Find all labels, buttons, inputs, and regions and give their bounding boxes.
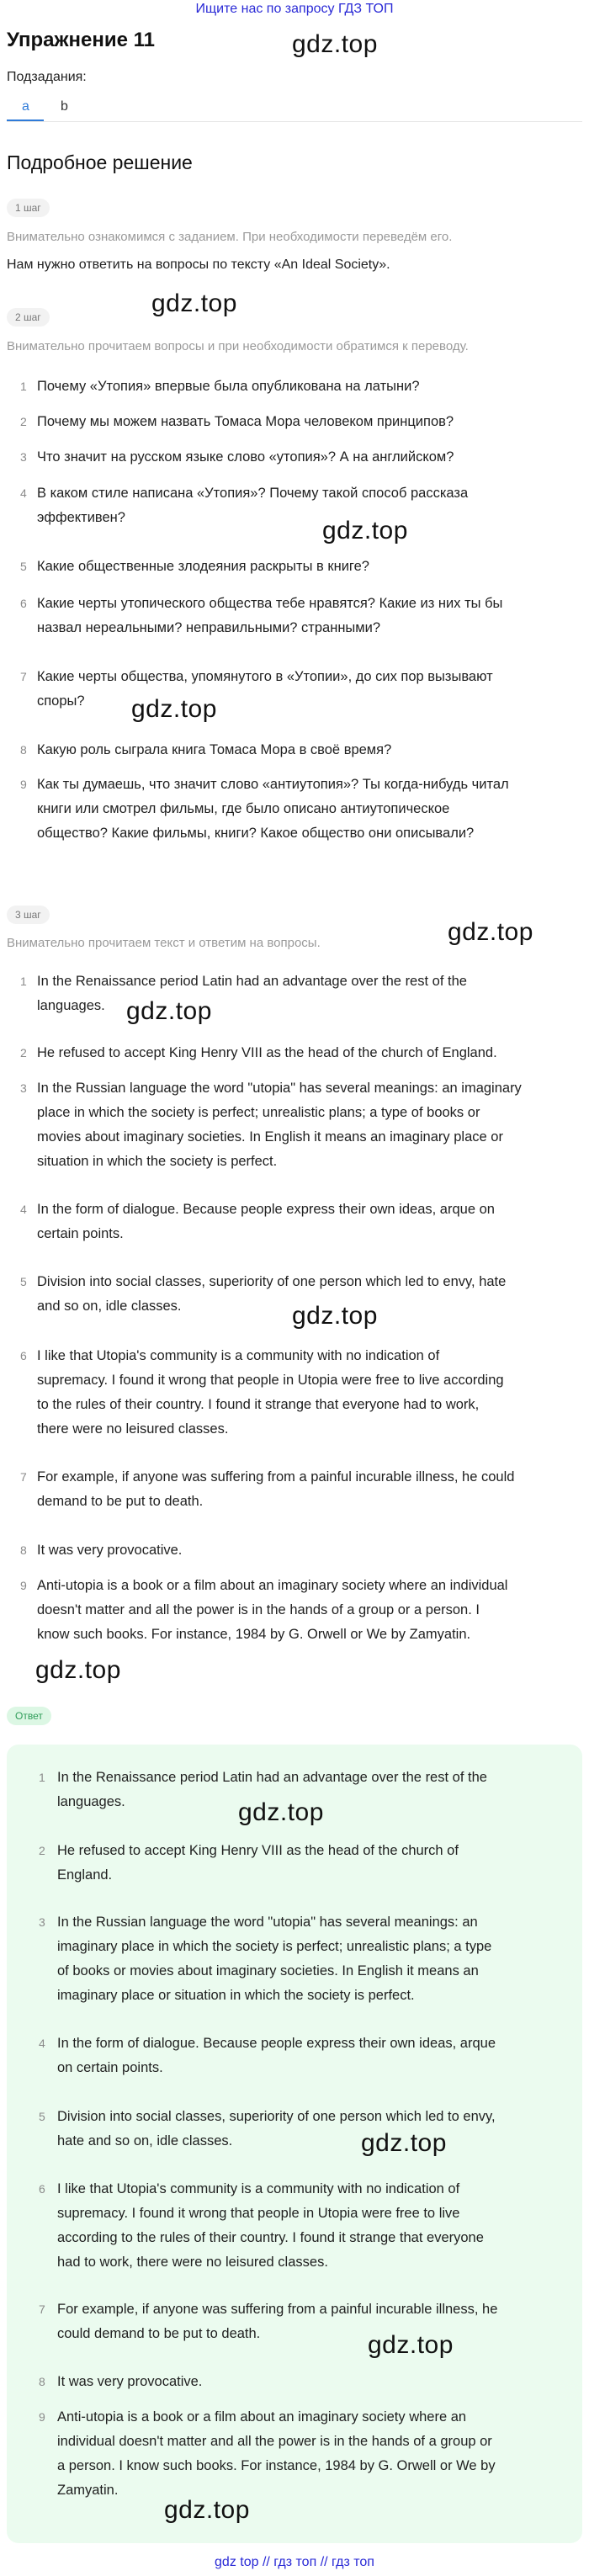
item-text-line: Division into social classes, superiority of one person which led to envy, hate	[37, 1274, 507, 1289]
item-number: 8	[20, 743, 27, 757]
item-text-line: I like that Utopia's community is a community with no indication of	[37, 1348, 440, 1363]
item-number: 5	[20, 1275, 27, 1288]
item-number: 1	[39, 1771, 45, 1784]
item-number: 3	[39, 1915, 45, 1929]
item-text-line: Anti-utopia is a book or a film about an imaginary society where an	[57, 2409, 467, 2425]
item-number: 5	[20, 560, 27, 573]
item-text-line: certain points.	[37, 1226, 124, 1241]
item-number: 1	[20, 380, 27, 393]
item-text-line: know such books. For instance, 1984 by G. Orwell or We by Zamyatin.	[37, 1627, 471, 1642]
item-number: 9	[20, 1579, 27, 1592]
solution-item	[20, 1574, 582, 1647]
solution-item	[20, 1538, 582, 1563]
watermark: gdz.top	[238, 1798, 324, 1826]
item-text-line: In the Russian language the word "utopia" has several meanings: an	[57, 1915, 478, 1930]
item-text-line: He refused to accept King Henry VIII as the head of the church of England.	[37, 1045, 497, 1060]
item-text-line: It was very provocative.	[37, 1543, 183, 1558]
question-item	[20, 773, 576, 846]
watermark: gdz.top	[292, 30, 378, 58]
page-title: Упражнение 11	[7, 29, 156, 51]
item-number: 7	[20, 670, 27, 683]
item-number: 3	[20, 450, 27, 464]
item-text-line: individual doesn't matter and all the power is in the hands of a group or	[57, 2434, 492, 2449]
item-text-line: imaginary place in which the society is perfect; unrealistic plans; a type	[57, 1939, 492, 1954]
tab-a[interactable]: a	[22, 99, 29, 114]
watermark: gdz.top	[35, 1656, 121, 1684]
watermark: gdz.top	[292, 1302, 378, 1330]
item-text-line: In the form of dialogue. Because people express their own ideas, arque on	[37, 1202, 495, 1217]
item-number: 2	[20, 415, 27, 428]
item-number: 4	[20, 486, 27, 500]
item-text-line: imaginary place or situation in which the society is perfect.	[57, 1988, 415, 2003]
tabs-divider	[7, 121, 582, 122]
answer-item	[39, 2297, 576, 2346]
item-text-line: Anti-utopia is a book or a film about an imaginary society where an individual	[37, 1578, 508, 1593]
item-number: 8	[20, 1543, 27, 1557]
item-text-line: according to the rules of their country. I found it strange that everyone	[57, 2230, 484, 2245]
item-text-line: situation in which the society is perfect.	[37, 1154, 278, 1169]
watermark: gdz.top	[361, 2129, 447, 2157]
solution-item	[20, 969, 582, 1018]
step-badge-3: 3 шаг	[7, 906, 50, 924]
answer-item	[39, 2370, 576, 2394]
question-item	[20, 665, 576, 714]
item-text-line: Какую роль сыграла книга Томаса Мора в своё время?	[37, 742, 392, 757]
item-text-line: Какие черты утопического общества тебе нравятся? Какие из них ты бы	[37, 596, 503, 611]
item-text-line: on certain points.	[57, 2060, 163, 2075]
item-text-line: to the rules of their country. I found it strange that everyone had to work,	[37, 1397, 480, 1412]
item-number: 5	[39, 2110, 45, 2123]
item-text-line: общество? Какие фильмы, книги? Какое общество они описывали?	[37, 826, 475, 841]
item-text-line: and so on, idle classes.	[37, 1299, 182, 1314]
answer-item	[39, 1839, 576, 1888]
item-text-line: В каком стиле написана «Утопия»? Почему такой способ рассказа	[37, 486, 469, 501]
item-text-line: For example, if anyone was suffering from a painful incurable illness, he	[57, 2302, 498, 2317]
solution-item	[20, 1076, 582, 1174]
watermark: gdz.top	[322, 517, 408, 544]
item-text-line: For example, if anyone was suffering from a painful incurable illness, he could	[37, 1469, 515, 1485]
item-text-line: England.	[57, 1867, 113, 1883]
item-text-line: книги или смотрел фильмы, где было описано антиутопическое	[37, 801, 450, 816]
item-text-line: Zamyatin.	[57, 2483, 119, 2498]
item-number: 4	[20, 1203, 27, 1216]
item-number: 9	[20, 778, 27, 791]
item-text-line: Почему «Утопия» впервые была опубликована на латыни?	[37, 379, 420, 394]
item-number: 9	[39, 2410, 45, 2424]
item-text-line: споры?	[37, 693, 85, 709]
item-text-line: Почему мы можем назвать Томаса Мора человеком принципов?	[37, 414, 454, 429]
item-text-line: had to work, there were no leisured classes.	[57, 2255, 328, 2270]
top-banner[interactable]: Ищите нас по запросу ГДЗ ТОП	[195, 2, 394, 16]
item-number: 6	[20, 597, 27, 610]
question-item	[20, 592, 576, 640]
step-badge-1: 1 шаг	[7, 199, 50, 217]
item-text-line: demand to be put to death.	[37, 1494, 204, 1509]
item-text-line: In the Renaissance period Latin had an advantage over the rest of the	[37, 974, 467, 989]
solution-item	[20, 1344, 582, 1442]
item-text-line: Какие черты общества, упомянутого в «Утопии», до сих пор вызывают	[37, 669, 493, 684]
item-text-line: place in which the society is perfect; unrealistic plans; a type of books or	[37, 1105, 480, 1120]
solution-item	[20, 1465, 582, 1514]
item-text-line: a person. I know such books. For instance, 1984 by G. Orwell or We by	[57, 2458, 496, 2473]
item-text-line: Какие общественные злодеяния раскрыты в книге?	[37, 559, 369, 574]
answer-item	[39, 2105, 576, 2154]
solution-item	[20, 1041, 582, 1065]
item-number: 2	[39, 1844, 45, 1857]
item-text-line: Что значит на русском языке слово «утопия»? А на английском?	[37, 449, 454, 465]
question-item	[20, 410, 576, 434]
item-text-line: of books or movies about imaginary societies. In English it means an	[57, 1963, 479, 1978]
footer-links[interactable]: gdz top // гдз топ // гдз топ	[215, 2555, 374, 2569]
item-number: 1	[20, 975, 27, 988]
item-text-line: languages.	[57, 1794, 125, 1809]
item-text-line: назвал нереальными? неправильными? странными?	[37, 620, 381, 635]
item-text-line: In the Russian language the word "utopia" has several meanings: an imaginary	[37, 1081, 522, 1096]
item-number: 8	[39, 2375, 45, 2388]
item-text-line: there were no leisured classes.	[37, 1421, 229, 1437]
question-item	[20, 738, 576, 762]
watermark: gdz.top	[368, 2331, 454, 2359]
item-text-line: languages.	[37, 998, 105, 1013]
item-text-line: Как ты думаешь, что значит слово «антиутопия»? Ты когда-нибудь читал	[37, 777, 509, 792]
question-item	[20, 481, 576, 530]
watermark: gdz.top	[448, 918, 533, 946]
item-text-line: could demand to be put to death.	[57, 2326, 261, 2341]
item-number: 7	[20, 1470, 27, 1484]
tab-b[interactable]: b	[61, 99, 68, 114]
watermark: gdz.top	[151, 289, 237, 317]
item-number: 2	[20, 1046, 27, 1060]
answer-item	[39, 2177, 576, 2275]
item-text-line: эффективен?	[37, 510, 125, 525]
item-text-line: He refused to accept King Henry VIII as the head of the church of	[57, 1843, 459, 1858]
answer-item	[39, 2405, 576, 2503]
item-text-line: Division into social classes, superiority of one person which led to envy,	[57, 2109, 496, 2124]
item-text-line: It was very provocative.	[57, 2374, 203, 2389]
step-1-hint: Внимательно ознакомимся с заданием. При необходимости переведём его.	[7, 230, 453, 244]
watermark: gdz.top	[164, 2496, 250, 2524]
item-text-line: doesn't matter and all the power is in the hands of a group or a person. I	[37, 1602, 480, 1617]
solution-item	[20, 1198, 582, 1246]
item-number: 6	[39, 2182, 45, 2196]
question-item	[20, 445, 576, 470]
section-title: Подробное решение	[7, 151, 193, 173]
item-number: 3	[20, 1081, 27, 1095]
answer-item	[39, 1910, 576, 2008]
step-1-lead: Нам нужно ответить на вопросы по тексту «An Ideal Society».	[7, 258, 390, 272]
item-text-line: I like that Utopia's community is a community with no indication of	[57, 2181, 460, 2196]
watermark: gdz.top	[126, 997, 212, 1025]
item-number: 7	[39, 2302, 45, 2316]
question-item	[20, 555, 576, 579]
question-item	[20, 374, 576, 399]
item-text-line: movies about imaginary societies. In English it means an imaginary place or	[37, 1129, 503, 1145]
answer-badge: Ответ	[7, 1707, 51, 1725]
item-number: 6	[20, 1349, 27, 1362]
item-number: 4	[39, 2037, 45, 2050]
watermark: gdz.top	[131, 695, 217, 723]
step-badge-2: 2 шаг	[7, 308, 50, 327]
item-text-line: In the Renaissance period Latin had an advantage over the rest of the	[57, 1770, 487, 1785]
item-text-line: supremacy. I found it wrong that people in Utopia were free to live according	[37, 1373, 504, 1388]
item-text-line: In the form of dialogue. Because people express their own ideas, arque	[57, 2036, 496, 2051]
item-text-line: supremacy. I found it wrong that people in Utopia were free to live	[57, 2206, 460, 2221]
subtasks-label: Подзадания:	[7, 70, 87, 84]
item-text-line: hate and so on, idle classes.	[57, 2133, 233, 2148]
step-3-hint: Внимательно прочитаем текст и ответим на вопросы.	[7, 936, 321, 950]
step-2-hint: Внимательно прочитаем вопросы и при необходимости обратимся к переводу.	[7, 339, 469, 353]
answer-item	[39, 2032, 576, 2080]
